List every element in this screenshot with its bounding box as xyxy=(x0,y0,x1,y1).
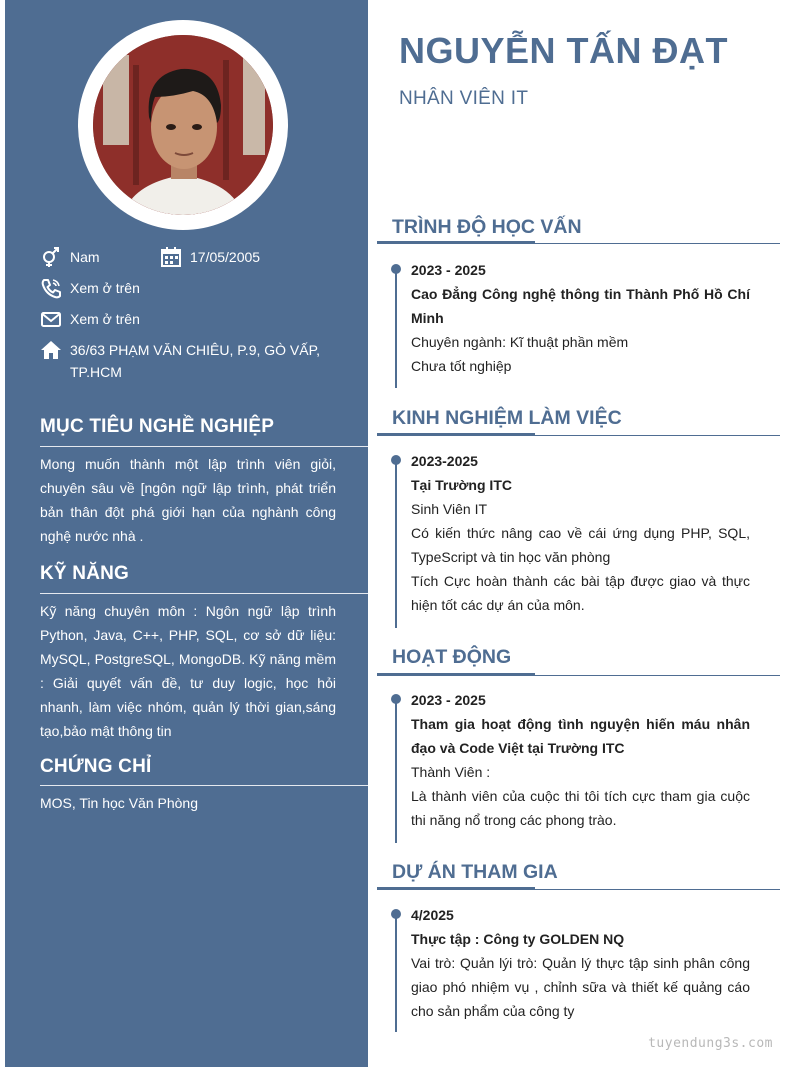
projects-timeline-dot xyxy=(391,909,401,919)
phone-icon xyxy=(40,277,62,299)
activities-entry xyxy=(411,688,750,832)
certificates-text: MOS, Tin học Văn Phòng xyxy=(40,795,198,811)
projects-timeline xyxy=(395,912,397,1032)
activities-name: Tham gia hoạt động tình nguyện hiến máu nhân đạo và Code Việt tại Trường ITC xyxy=(411,716,750,756)
experience-timeline xyxy=(395,458,397,628)
objective-text: Mong muốn thành một lập trình viên giỏi, chuyên sâu về [ngôn ngữ lập trình, phát triển bản thân đột phá giới hạn của nghành công nghệ nước nhà . xyxy=(40,456,336,544)
experience-heading: KINH NGHIỆM LÀM VIỆC xyxy=(392,407,622,429)
activities-period: 2023 - 2025 xyxy=(411,692,486,708)
email-row xyxy=(40,308,140,330)
gender-icon xyxy=(40,246,62,268)
activities-divider-accent xyxy=(377,673,535,676)
home-icon xyxy=(40,339,62,361)
birthday-row xyxy=(160,246,260,268)
education-divider-accent xyxy=(377,241,535,244)
projects-name: Thực tập : Công ty GOLDEN NQ xyxy=(411,931,625,947)
experience-timeline-dot xyxy=(391,455,401,465)
activities-role: Thành Viên : xyxy=(411,764,491,780)
gender-row xyxy=(40,246,100,268)
avatar-frame xyxy=(78,20,288,230)
objective-divider xyxy=(40,446,368,447)
calendar-icon xyxy=(160,246,182,268)
education-heading: TRÌNH ĐỘ HỌC VẤN xyxy=(392,216,582,238)
candidate-name: NGUYỄN TẤN ĐẠT xyxy=(399,30,728,71)
activities-heading: HOẠT ĐỘNG xyxy=(392,646,512,668)
sidebar xyxy=(5,0,368,1067)
activities-timeline xyxy=(395,697,397,843)
projects-divider-accent xyxy=(377,887,535,890)
mail-icon xyxy=(40,308,62,330)
education-period: 2023 - 2025 xyxy=(411,262,486,278)
education-entry xyxy=(411,258,750,378)
education-school: Cao Đẳng Công nghệ thông tin Thành Phố Hồ Chí Minh xyxy=(411,286,750,326)
phone-row xyxy=(40,277,140,299)
address-value: 36/63 PHẠM VĂN CHIÊU, P.9, GÒ VẤP, TP.HCM xyxy=(70,342,321,380)
projects-desc: Vai trò: Quản lýi trò: Quản lý thực tập sinh phân công giao phó nhiệm vụ , chỉnh sữa và thiết kế quảng cáo cho sản phẩm của công ty xyxy=(411,955,750,1019)
experience-entry xyxy=(411,449,750,617)
experience-desc-2: Tích Cực hoàn thành các bài tập được giao và thực hiện tốt các dự án của môn. xyxy=(411,573,750,613)
certificates-divider xyxy=(40,785,368,786)
address-row xyxy=(40,339,330,383)
gender-value: Nam xyxy=(70,249,100,265)
education-major: Chuyên ngành: Kĩ thuật phần mềm xyxy=(411,334,629,350)
activities-desc: Là thành viên của cuộc thi tôi tích cực tham gia cuộc thi năng nổ trong các phong trào. xyxy=(411,788,750,828)
activities-timeline-dot xyxy=(391,694,401,704)
avatar xyxy=(93,35,273,215)
experience-desc-1: Có kiến thức nâng cao về cái ứng dụng PHP, SQL, TypeScript và tin học văn phòng xyxy=(411,525,750,565)
skills-divider xyxy=(40,593,368,594)
objective-heading: MỤC TIÊU NGHỀ NGHIỆP xyxy=(40,416,275,437)
job-title: NHÂN VIÊN IT xyxy=(399,88,529,109)
projects-heading: DỰ ÁN THAM GIA xyxy=(392,861,558,883)
skills-text: Kỹ năng chuyên môn : Ngôn ngữ lập trình Python, Java, C++, PHP, SQL, cơ sở dữ liệu: MySQL, PostgreSQL, MongoDB. Kỹ năng mềm : Giải quyết vấn đề, tư duy logic, học hỏi nhanh, làm việc nhóm, quản lý thời gian,sáng tạo,bảo mật thông tin xyxy=(40,603,336,739)
education-status: Chưa tốt nghiệp xyxy=(411,358,512,374)
experience-period: 2023-2025 xyxy=(411,453,478,469)
certificates-heading: CHỨNG CHỈ xyxy=(40,756,152,777)
skills-heading: KỸ NĂNG xyxy=(40,563,130,584)
education-timeline xyxy=(395,266,397,388)
email-value: Xem ở trên xyxy=(70,311,140,327)
projects-period: 4/2025 xyxy=(411,907,454,923)
experience-divider-accent xyxy=(377,433,535,436)
birthday-value: 17/05/2005 xyxy=(190,249,261,265)
education-timeline-dot xyxy=(391,264,401,274)
experience-role: Sinh Viên IT xyxy=(411,501,488,517)
phone-value: Xem ở trên xyxy=(70,280,140,296)
projects-entry xyxy=(411,903,750,1023)
watermark: tuyendung3s.com xyxy=(648,1036,773,1051)
experience-company: Tại Trường ITC xyxy=(411,477,512,493)
